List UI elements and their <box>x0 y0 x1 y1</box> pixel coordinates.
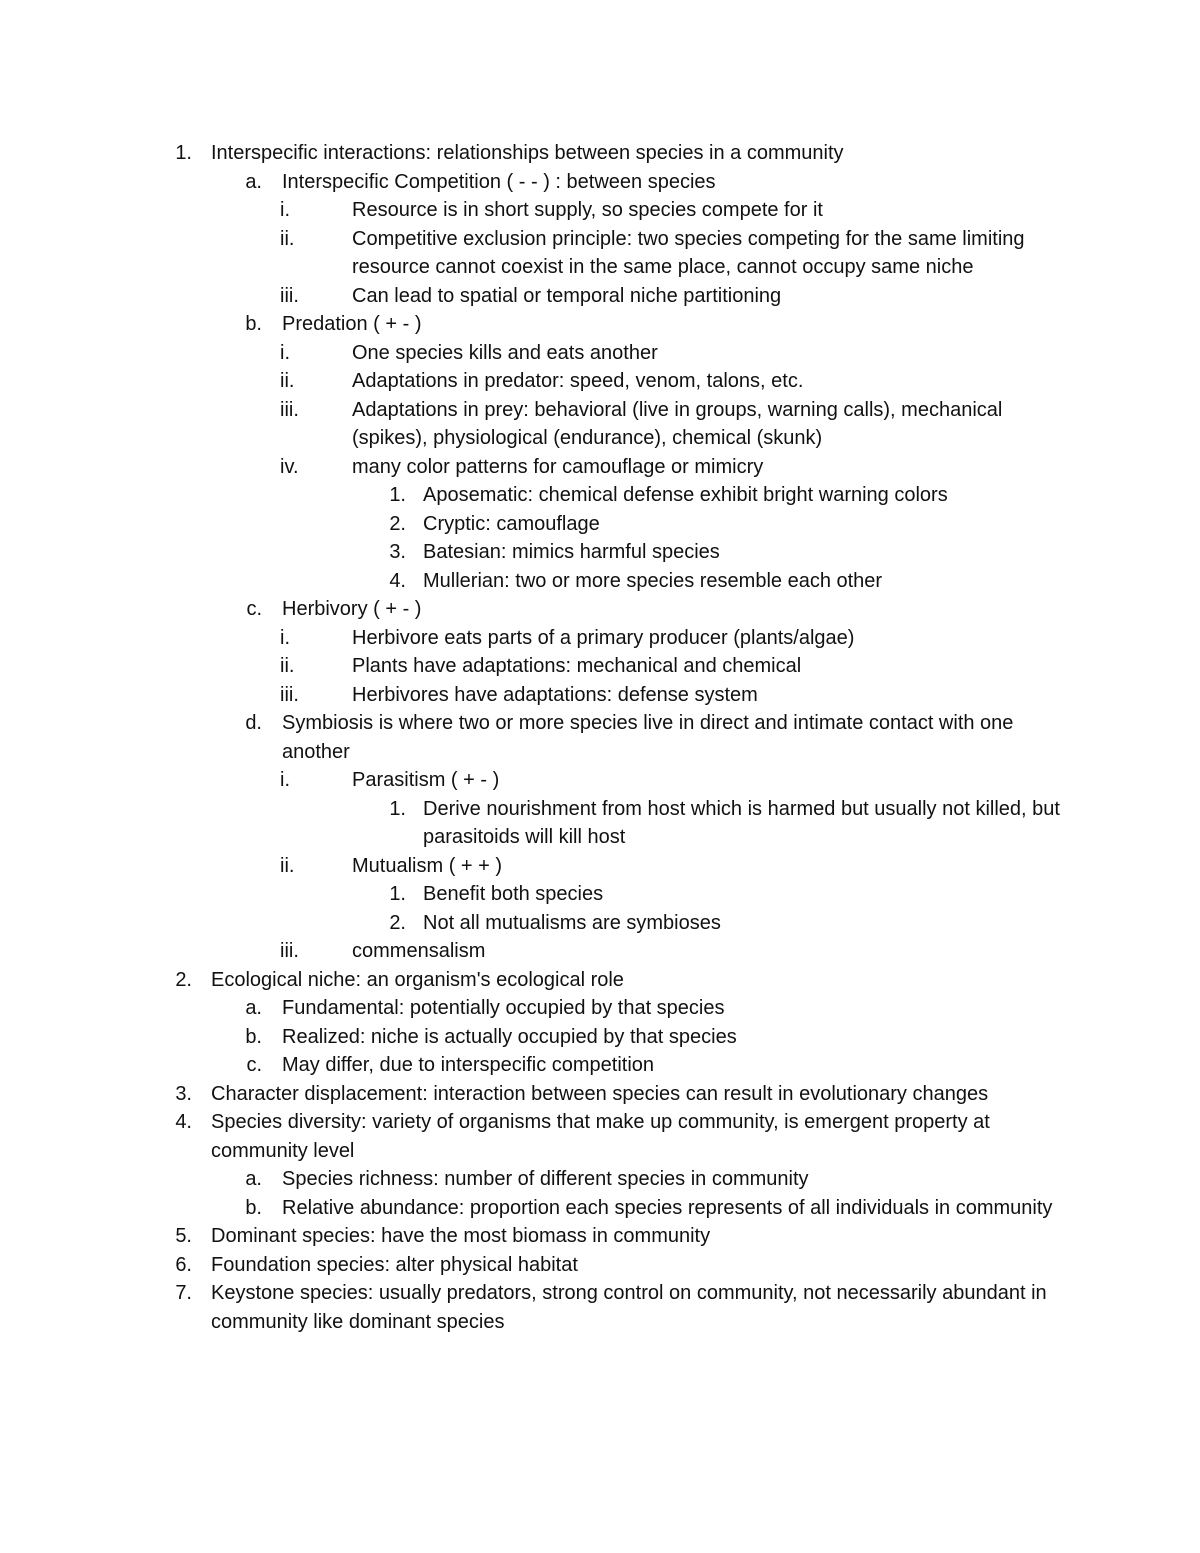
outline-marker: 7. <box>175 1282 192 1304</box>
outline-text: Dominant species: have the most biomass in community <box>211 1225 711 1247</box>
outline-item <box>0 139 1200 168</box>
outline-text: Parasitism ( + - ) <box>352 769 500 791</box>
outline-item <box>0 282 1200 311</box>
outline-marker: 4. <box>175 1111 192 1133</box>
outline-marker: 3. <box>175 1082 192 1105</box>
outline-marker: i. <box>280 769 290 791</box>
outline-text: Fundamental: potentially occupied by that species <box>282 997 725 1019</box>
outline-marker: iii. <box>280 683 299 706</box>
outline-text: Symbiosis is where two or more species live in direct and intimate contact with one another <box>282 712 1014 763</box>
outline-marker: ii. <box>280 227 295 250</box>
outline-item <box>0 1108 1200 1165</box>
outline-text: Species richness: number of different species in community <box>282 1168 809 1190</box>
outline-marker: ii. <box>280 655 295 677</box>
outline-marker: i. <box>280 199 290 221</box>
outline-item <box>0 795 1200 852</box>
outline-text: Mullerian: two or more species resemble each other <box>423 569 883 592</box>
outline-item <box>0 624 1200 653</box>
outline-marker: 1. <box>389 484 406 506</box>
outline-marker: a. <box>245 170 262 193</box>
outline-text: Character displacement: interaction between species can result in evolutionary changes <box>211 1082 989 1105</box>
outline-item <box>0 310 1200 339</box>
outline-marker: iv. <box>280 455 299 478</box>
outline-text: Competitive exclusion principle: two species competing for the same limiting resource cannot coexist in the same place, cannot occupy same niche <box>352 227 1025 278</box>
outline-text: Resource is in short supply, so species compete for it <box>352 199 823 221</box>
outline-marker: c. <box>246 598 262 620</box>
outline-list <box>0 139 1200 1336</box>
outline-marker: ii. <box>280 370 295 392</box>
outline-item <box>0 1194 1200 1223</box>
outline-item <box>0 852 1200 881</box>
outline-text: May differ, due to interspecific competition <box>282 1054 655 1076</box>
outline-text: Cryptic: camouflage <box>423 512 600 535</box>
outline-item <box>0 681 1200 710</box>
outline-item <box>0 766 1200 795</box>
outline-item <box>0 510 1200 539</box>
outline-marker: d. <box>245 712 262 734</box>
outline-marker: b. <box>245 313 262 335</box>
outline-item <box>0 1051 1200 1080</box>
outline-marker: a. <box>245 997 262 1019</box>
outline-text: Herbivores have adaptations: defense system <box>352 683 758 706</box>
outline-marker: ii. <box>280 854 295 877</box>
outline-item <box>0 880 1200 909</box>
outline-text: Not all mutualisms are symbioses <box>423 911 721 934</box>
outline-text: Derive nourishment from host which is harmed but usually not killed, but parasitoids will kill host <box>423 797 1060 848</box>
outline-marker: 2. <box>389 512 406 535</box>
outline-text: many color patterns for camouflage or mimicry <box>352 455 764 478</box>
outline-item <box>0 538 1200 567</box>
outline-item <box>0 396 1200 453</box>
outline-marker: i. <box>280 341 290 364</box>
outline-item <box>0 937 1200 966</box>
outline-item <box>0 453 1200 482</box>
outline-text: Mutualism ( + + ) <box>352 854 503 877</box>
outline-marker: 4. <box>389 569 406 592</box>
outline-item <box>0 652 1200 681</box>
outline-item <box>0 339 1200 368</box>
outline-item <box>0 567 1200 596</box>
outline-item <box>0 1222 1200 1251</box>
outline-text: Species diversity: variety of organisms that make up community, is emergent property at community level <box>211 1111 990 1162</box>
outline-item <box>0 1023 1200 1052</box>
outline-marker: 1. <box>389 797 406 820</box>
outline-text: Plants have adaptations: mechanical and chemical <box>352 655 802 677</box>
outline-marker: c. <box>246 1054 262 1076</box>
outline-text: Foundation species: alter physical habitat <box>211 1253 578 1276</box>
outline-item <box>0 367 1200 396</box>
outline-marker: iii. <box>280 284 299 307</box>
outline-text: Aposematic: chemical defense exhibit bright warning colors <box>423 484 948 506</box>
outline-text: Ecological niche: an organism's ecological role <box>211 968 624 991</box>
outline-marker: 1. <box>175 142 192 164</box>
outline-item <box>0 168 1200 197</box>
outline-text: Benefit both species <box>423 883 604 905</box>
outline-marker: 1. <box>389 883 406 905</box>
outline-marker: 2. <box>175 968 192 991</box>
outline-item <box>0 1080 1200 1109</box>
outline-text: Adaptations in predator: speed, venom, talons, etc. <box>352 370 804 392</box>
outline-marker: 2. <box>389 911 406 934</box>
outline-marker: 6. <box>175 1253 192 1276</box>
outline-marker: i. <box>280 626 290 649</box>
outline-marker: 5. <box>175 1225 192 1247</box>
outline-item <box>0 225 1200 282</box>
outline-text: commensalism <box>352 940 486 962</box>
outline-item <box>0 1251 1200 1280</box>
outline-marker: b. <box>245 1196 262 1219</box>
outline-item <box>0 595 1200 624</box>
outline-item <box>0 481 1200 510</box>
outline-item <box>0 909 1200 938</box>
outline-text: Keystone species: usually predators, strong control on community, not necessarily abundant in community like dominant species <box>211 1282 1047 1333</box>
outline-text: Can lead to spatial or temporal niche partitioning <box>352 284 782 307</box>
outline-marker: a. <box>245 1168 262 1190</box>
outline-marker: iii. <box>280 940 299 962</box>
outline-item <box>0 1279 1200 1336</box>
outline-text: Realized: niche is actually occupied by that species <box>282 1025 737 1048</box>
outline-text: Relative abundance: proportion each species represents of all individuals in community <box>282 1196 1053 1219</box>
outline-marker: b. <box>245 1025 262 1048</box>
outline-text: Herbivory ( + - ) <box>282 598 422 620</box>
outline-marker: 3. <box>389 541 406 563</box>
outline-item <box>0 1165 1200 1194</box>
outline-text: Interspecific Competition ( - - ) : between species <box>282 170 716 193</box>
outline-item <box>0 994 1200 1023</box>
outline-text: Batesian: mimics harmful species <box>423 541 720 563</box>
outline-marker: iii. <box>280 398 299 421</box>
document-page <box>0 139 1200 1336</box>
outline-item <box>0 709 1200 766</box>
outline-text: One species kills and eats another <box>352 341 658 364</box>
outline-item <box>0 196 1200 225</box>
outline-item <box>0 966 1200 995</box>
outline-text: Predation ( + - ) <box>282 313 422 335</box>
outline-text: Herbivore eats parts of a primary producer (plants/algae) <box>352 626 855 649</box>
outline-text: Interspecific interactions: relationships between species in a community <box>211 142 844 164</box>
outline-text: Adaptations in prey: behavioral (live in groups, warning calls), mechanical (spikes), physiological (endurance), chemical (skunk) <box>352 398 1003 449</box>
